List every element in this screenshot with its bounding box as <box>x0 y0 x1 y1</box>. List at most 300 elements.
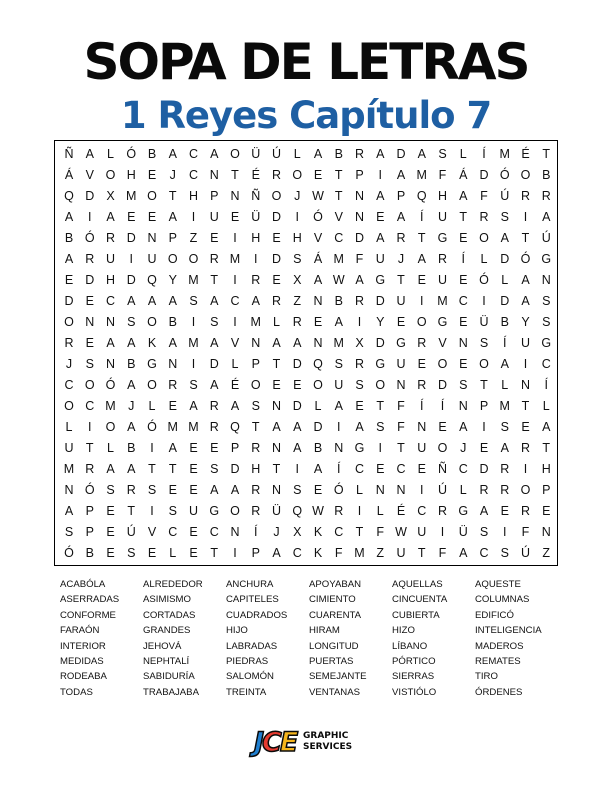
grid-letter: N <box>230 525 240 539</box>
grid-letter: R <box>334 504 344 518</box>
grid-letter: Q <box>64 189 74 203</box>
grid-letter: R <box>64 336 74 350</box>
grid-letter: Ñ <box>251 189 261 203</box>
grid-letter: Ó <box>479 273 489 287</box>
grid-letter: E <box>521 420 530 434</box>
grid-letter: A <box>230 483 240 497</box>
word-item: APOYABAN <box>309 579 362 590</box>
grid-letter: Q <box>313 357 323 371</box>
grid-letter: S <box>189 378 198 392</box>
grid-letter: N <box>458 336 468 350</box>
grid-letter: A <box>210 147 219 161</box>
jce-logo-text: GRAPHIC SERVICES <box>303 731 353 752</box>
grid-letter: L <box>107 441 114 455</box>
grid-letter: N <box>209 168 219 182</box>
grid-letter: I <box>233 315 237 329</box>
grid-letter: Í <box>461 252 465 266</box>
word-item: MEDIDAS <box>60 655 104 667</box>
grid-letter: S <box>210 315 219 329</box>
grid-letter: I <box>420 483 424 497</box>
grid-letter: I <box>357 315 362 329</box>
word-item: JEHOVÁ <box>143 640 182 652</box>
grid-letter: B <box>85 546 94 560</box>
grid-letter: C <box>230 294 240 308</box>
grid-letter: I <box>233 546 237 560</box>
grid-letter: A <box>293 441 302 455</box>
grid-letter: M <box>167 420 178 434</box>
grid-letter: O <box>147 315 157 329</box>
word-item: ASIMISMO <box>143 594 191 606</box>
grid-letter: D <box>375 294 385 308</box>
grid-letter: R <box>479 210 489 224</box>
grid-letter: D <box>126 273 136 287</box>
grid-letter: E <box>210 231 219 245</box>
grid-letter: Í <box>337 462 341 476</box>
grid-letter: O <box>437 357 448 371</box>
grid-letter: G <box>437 315 448 329</box>
grid-letter: O <box>292 168 303 182</box>
grid-letter: Á <box>64 168 74 182</box>
grid-letter: N <box>64 483 74 497</box>
grid-letter: L <box>293 147 301 161</box>
grid-letter: O <box>416 315 427 329</box>
grid-letter: E <box>272 378 281 392</box>
grid-letter: I <box>254 252 258 266</box>
grid-letter: O <box>105 168 116 182</box>
grid-letter: D <box>500 252 510 266</box>
grid-letter: N <box>271 483 282 497</box>
grid-letter: C <box>417 504 427 518</box>
page-title: SOPA DE LETRAS <box>83 33 529 91</box>
grid-letter: J <box>273 525 280 539</box>
grid-letter: O <box>250 378 261 392</box>
grid-letter: D <box>479 168 489 182</box>
word-item: HIZO <box>392 625 415 637</box>
grid-letter: W <box>312 504 324 518</box>
grid-letter: R <box>168 378 178 392</box>
grid-letter: A <box>479 504 489 518</box>
grid-row <box>55 543 557 563</box>
word-item: VISTIÓLO <box>392 686 437 698</box>
grid-row <box>55 354 557 374</box>
grid-letter: M <box>499 147 510 161</box>
grid-letter: Ó <box>105 378 116 392</box>
grid-letter: E <box>396 315 406 329</box>
grid-letter: O <box>105 420 116 434</box>
grid-letter: O <box>230 147 240 161</box>
grid-letter: S <box>376 420 385 434</box>
grid-letter: S <box>147 483 157 497</box>
grid-letter: S <box>64 525 74 539</box>
grid-letter: E <box>459 273 468 287</box>
grid-letter: R <box>209 420 219 434</box>
grid-letter: T <box>521 231 530 245</box>
grid-letter: G <box>354 441 365 455</box>
word-item: GRANDES <box>143 625 191 637</box>
word-item: CIMIENTO <box>309 594 356 606</box>
grid-letter: A <box>168 294 177 308</box>
grid-letter: L <box>273 315 280 329</box>
grid-letter: Y <box>376 315 385 329</box>
grid-letter: C <box>105 294 116 308</box>
grid-letter: I <box>295 462 299 476</box>
grid-letter: R <box>271 168 282 182</box>
grid-letter: U <box>417 441 427 455</box>
grid-letter: T <box>210 546 219 560</box>
word-item: CONFORME <box>60 609 116 621</box>
grid-letter: M <box>416 168 427 182</box>
word-item: CORTADAS <box>143 609 196 621</box>
grid-letter: F <box>397 420 405 434</box>
grid-letter: D <box>64 294 74 308</box>
grid-letter: X <box>293 273 302 287</box>
grid-letter: L <box>480 252 488 266</box>
grid-letter: N <box>458 399 468 413</box>
grid-letter: A <box>313 273 323 287</box>
grid-letter: I <box>503 525 507 539</box>
grid-letter: L <box>65 420 73 434</box>
grid-letter: R <box>500 483 510 497</box>
grid-letter: E <box>376 462 385 476</box>
grid-letter: W <box>395 525 407 539</box>
grid-letter: A <box>376 231 385 245</box>
grid-letter: I <box>88 420 92 434</box>
grid-letter: Z <box>376 546 385 560</box>
grid-letter: A <box>168 441 177 455</box>
grid-letter: U <box>396 357 406 371</box>
grid-letter: V <box>230 336 240 350</box>
word-item: PÓRTICO <box>392 655 436 667</box>
grid-letter: I <box>357 504 362 518</box>
grid-letter: N <box>354 210 365 224</box>
grid-letter: Ó <box>499 168 510 182</box>
word-item: TRABAJABA <box>143 686 199 698</box>
grid-letter: N <box>313 294 323 308</box>
grid-letter: R <box>520 504 531 518</box>
grid-letter: É <box>396 504 406 518</box>
grid-letter: R <box>396 231 406 245</box>
word-row <box>60 669 560 684</box>
grid-letter: Ú <box>500 189 510 203</box>
grid-letter: I <box>378 168 382 182</box>
grid-letter: U <box>437 273 448 287</box>
grid-letter: S <box>127 546 136 560</box>
grid-letter: E <box>85 294 94 308</box>
grid-letter: É <box>521 147 530 161</box>
grid-letter: T <box>397 273 405 287</box>
grid-letter: R <box>105 231 116 245</box>
grid-letter: V <box>147 525 157 539</box>
grid-letter: G <box>396 336 406 350</box>
grid-letter: T <box>397 441 405 455</box>
grid-letter: E <box>147 546 157 560</box>
grid-letter: L <box>148 399 156 413</box>
grid-letter: O <box>437 441 448 455</box>
word-item: CINCUENTA <box>392 594 448 606</box>
grid-letter: T <box>272 462 281 476</box>
grid-letter: C <box>458 294 468 308</box>
word-row <box>60 685 560 700</box>
grid-letter: A <box>459 189 468 203</box>
grid-letter: E <box>376 210 385 224</box>
word-item: SIERRAS <box>392 671 435 683</box>
grid-letter: H <box>251 231 261 245</box>
grid-letter: R <box>85 462 95 476</box>
grid-letter: E <box>417 357 426 371</box>
grid-letter: H <box>188 189 199 203</box>
grid-letter: H <box>437 189 448 203</box>
grid-letter: C <box>209 525 219 539</box>
grid-letter: A <box>313 462 323 476</box>
grid-letter: Ü <box>479 315 489 329</box>
grid-letter: P <box>355 168 364 182</box>
grid-letter: T <box>542 441 551 455</box>
grid-letter: R <box>209 399 219 413</box>
grid-letter: M <box>499 399 510 413</box>
grid-letter: E <box>106 546 115 560</box>
grid-letter: O <box>479 231 489 245</box>
grid-letter: T <box>459 210 468 224</box>
grid-letter: A <box>230 399 240 413</box>
grid-letter: E <box>459 315 468 329</box>
grid-letter: F <box>334 546 343 560</box>
grid-letter: M <box>105 399 116 413</box>
grid-letter: U <box>188 504 199 518</box>
grid-letter: A <box>376 147 385 161</box>
grid-letter: E <box>459 357 468 371</box>
grid-letter: U <box>417 525 427 539</box>
grid-letter: N <box>313 336 323 350</box>
grid-letter: O <box>64 315 74 329</box>
grid-letter: D <box>313 420 323 434</box>
grid-letter: U <box>520 336 531 350</box>
grid-letter: E <box>272 231 281 245</box>
grid-letter: A <box>334 315 343 329</box>
grid-letter: M <box>188 420 199 434</box>
grid-letter: M <box>188 336 199 350</box>
grid-letter: Á <box>459 168 468 182</box>
grid-letter: E <box>85 336 94 350</box>
grid-letter: A <box>127 462 136 476</box>
grid-letter: J <box>65 357 73 371</box>
grid-letter: Í <box>544 378 548 392</box>
grid-letter: P <box>396 189 406 203</box>
grid-letter: A <box>521 273 530 287</box>
grid-letter: I <box>482 420 486 434</box>
grid-letter: D <box>292 357 302 371</box>
grid-letter: N <box>396 483 406 497</box>
grid-letter: Z <box>293 294 302 308</box>
grid-letter: A <box>127 420 136 434</box>
grid-letter: C <box>188 168 199 182</box>
grid-letter: D <box>479 462 489 476</box>
grid-letter: L <box>356 483 363 497</box>
grid-letter: T <box>417 231 426 245</box>
grid-letter: Á <box>313 252 323 266</box>
grid-row <box>55 165 557 185</box>
grid-letter: M <box>188 273 199 287</box>
grid-letter: A <box>85 147 94 161</box>
grid-letter: O <box>313 378 323 392</box>
grid-letter: E <box>313 483 323 497</box>
grid-letter: C <box>396 462 406 476</box>
grid-letter: Ü <box>458 525 468 539</box>
grid-letter: O <box>64 399 74 413</box>
word-item: REMATES <box>475 655 521 667</box>
grid-letter: R <box>500 462 510 476</box>
word-item: SEMEJANTE <box>309 671 367 683</box>
grid-letter: N <box>354 189 365 203</box>
grid-letter: A <box>293 336 302 350</box>
grid-letter: Q <box>416 189 427 203</box>
grid-letter: P <box>230 441 240 455</box>
grid-letter: N <box>396 378 406 392</box>
grid-letter: U <box>396 546 406 560</box>
grid-letter: A <box>459 546 468 560</box>
grid-row <box>55 396 557 416</box>
grid-letter: M <box>126 189 137 203</box>
grid-letter: J <box>169 168 176 182</box>
grid-letter: N <box>541 273 551 287</box>
grid-letter: U <box>64 441 74 455</box>
word-item: CUARENTA <box>309 609 362 621</box>
grid-letter: V <box>313 231 323 245</box>
grid-letter: N <box>230 189 240 203</box>
grid-letter: A <box>376 189 385 203</box>
grid-letter: L <box>542 399 550 413</box>
grid-letter: F <box>355 252 364 266</box>
word-item: ACABÓLA <box>60 579 106 590</box>
grid-letter: I <box>233 231 237 245</box>
grid-letter: A <box>189 399 198 413</box>
grid-letter: É <box>251 168 260 182</box>
grid-letter: S <box>479 525 489 539</box>
grid-letter: A <box>168 147 177 161</box>
grid-letter: N <box>271 399 282 413</box>
grid-letter: I <box>420 294 424 308</box>
word-item: PUERTAS <box>309 655 354 667</box>
grid-letter: K <box>147 336 157 350</box>
grid-letter: W <box>332 273 345 287</box>
grid-letter: C <box>168 525 178 539</box>
grid-letter: A <box>106 462 115 476</box>
grid-letter: D <box>354 231 365 245</box>
grid-letter: E <box>106 504 115 518</box>
grid-letter: X <box>355 336 364 350</box>
grid-letter: G <box>375 357 386 371</box>
grid-letter: L <box>107 147 114 161</box>
grid-letter: M <box>63 462 75 476</box>
grid-letter: U <box>105 252 116 266</box>
grid-letter: R <box>354 357 365 371</box>
grid-letter: G <box>209 504 220 518</box>
grid-letter: C <box>541 357 551 371</box>
grid-row <box>55 186 557 206</box>
grid-letter: D <box>271 252 282 266</box>
grid-letter: I <box>378 441 382 455</box>
word-list <box>60 577 560 700</box>
grid-letter: P <box>85 525 94 539</box>
grid-letter: S <box>459 378 468 392</box>
grid-letter: E <box>189 462 198 476</box>
grid-letter: E <box>147 210 157 224</box>
grid-letter: E <box>417 462 426 476</box>
grid-letter: E <box>189 441 198 455</box>
grid-letter: A <box>417 147 426 161</box>
word-item: CUBIERTA <box>392 609 440 621</box>
grid-letter: A <box>459 420 468 434</box>
grid-letter: S <box>542 294 551 308</box>
grid-letter: Ú <box>126 525 136 539</box>
grid-letter: A <box>313 147 323 161</box>
grid-letter: E <box>189 546 198 560</box>
grid-letter: K <box>313 525 323 539</box>
grid-letter: N <box>105 315 116 329</box>
grid-letter: G <box>375 273 386 287</box>
word-item: LÍBANO <box>392 640 428 652</box>
word-item: SALOMÓN <box>226 671 274 683</box>
grid-letter: I <box>523 462 528 476</box>
grid-letter: O <box>230 504 240 518</box>
grid-letter: Í <box>420 210 424 224</box>
grid-letter: Ü <box>251 147 261 161</box>
grid-letter: P <box>85 504 94 518</box>
grid-letter: E <box>64 273 74 287</box>
grid-letter: D <box>500 294 510 308</box>
grid-letter: F <box>438 546 447 560</box>
grid-letter: E <box>210 441 219 455</box>
grid-letter: O <box>147 378 157 392</box>
grid-letter: N <box>334 441 344 455</box>
grid-letter: A <box>147 294 157 308</box>
grid-letter: R <box>437 504 448 518</box>
grid-letter: A <box>355 273 364 287</box>
word-item: MADEROS <box>475 640 524 652</box>
grid-letter: T <box>85 441 94 455</box>
grid-letter: I <box>88 210 92 224</box>
grid-letter: E <box>313 168 323 182</box>
grid-letter: P <box>251 357 260 371</box>
word-item: ASERRADAS <box>60 594 120 606</box>
grid-row <box>55 438 557 458</box>
grid-letter: U <box>437 210 448 224</box>
grid-letter: T <box>417 546 426 560</box>
grid-letter: I <box>523 357 528 371</box>
grid-letter: P <box>210 189 219 203</box>
word-row <box>60 577 560 592</box>
grid-letter: S <box>479 336 489 350</box>
grid-letter: A <box>210 336 219 350</box>
grid-letter: D <box>292 399 302 413</box>
grid-letter: B <box>313 441 323 455</box>
grid-letter: Y <box>521 315 530 329</box>
grid-letter: S <box>355 378 364 392</box>
grid-letter: A <box>64 504 74 518</box>
grid-letter: D <box>209 357 219 371</box>
grid-letter: C <box>292 546 302 560</box>
grid-letter: M <box>333 336 344 350</box>
grid-letter: H <box>105 273 116 287</box>
grid-letter: E <box>313 315 323 329</box>
grid-letter: R <box>479 483 489 497</box>
grid-letter: E <box>189 525 198 539</box>
grid-letter: S <box>500 210 509 224</box>
grid-letter: R <box>354 294 365 308</box>
letter-grid <box>54 140 558 566</box>
grid-letter: U <box>334 378 344 392</box>
grid-row <box>55 270 557 290</box>
grid-letter: T <box>376 399 385 413</box>
